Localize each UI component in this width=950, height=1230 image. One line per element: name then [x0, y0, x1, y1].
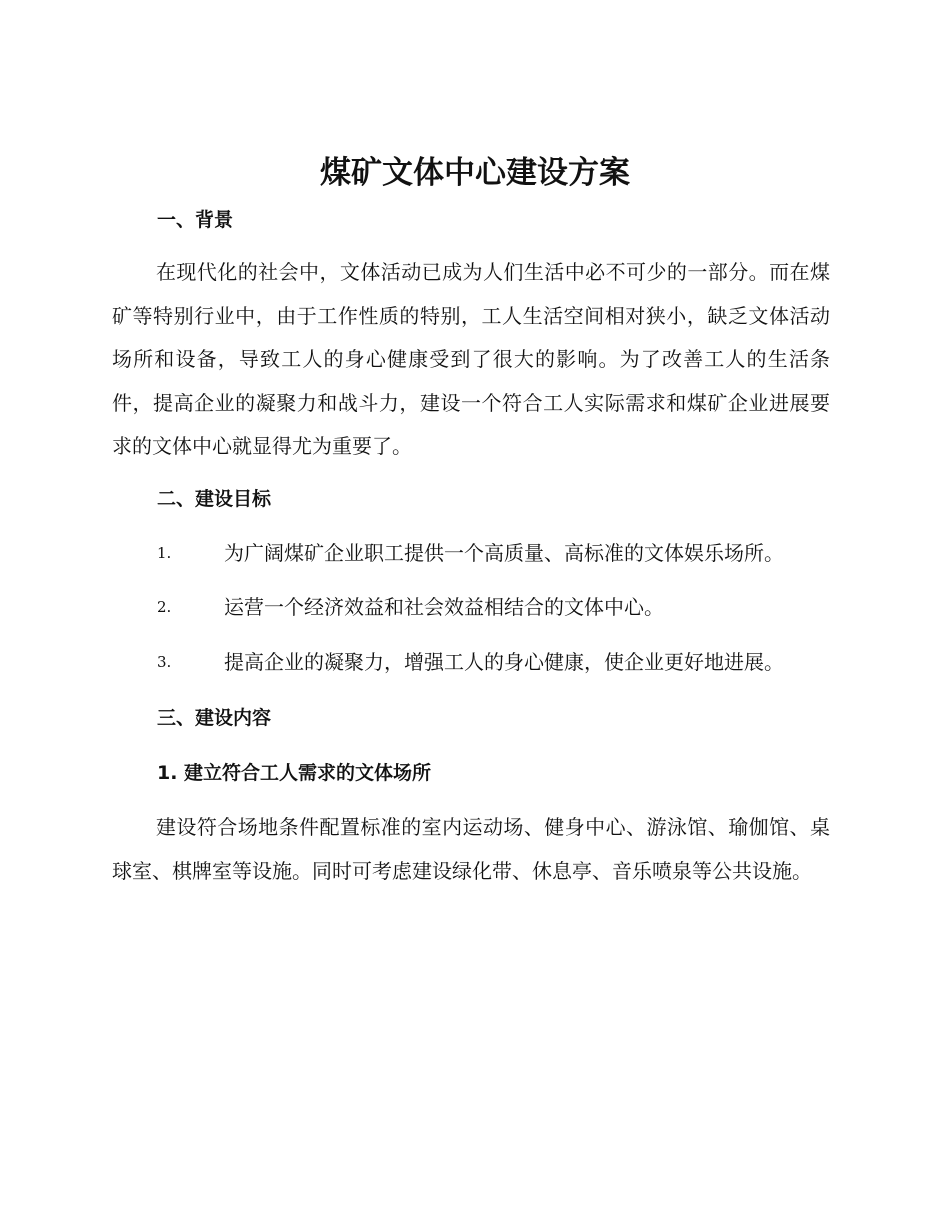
- list-text: 提高企业的凝聚力，增强工人的身心健康，使企业更好地进展。: [224, 650, 784, 674]
- list-number: 1.: [157, 544, 172, 562]
- goal-list-item: [157, 538, 857, 568]
- document-title: 煤矿文体中心建设方案: [320, 155, 630, 191]
- background-paragraph: 在现代化的社会中，文体活动已成为人们生活中必不可少的一部分。而在煤矿等特别行业中，由于工作性质的特别，工人生活空间相对狭小，缺乏文体活动场所和设备，导致工人的身心健康受到了很大的影响。为了改善工人的生活条件，提高企业的凝聚力和战斗力，建设一个符合工人实际需求和煤矿企业进展要求的文体中心就显得尤为重要了。: [112, 260, 830, 458]
- list-text: 运营一个经济效益和社会效益相结合的文体中心。: [224, 595, 664, 619]
- content-paragraph: 建设符合场地条件配置标准的室内运动场、健身中心、游泳馆、瑜伽馆、桌球室、棋牌室等设施。同时可考虑建设绿化带、休息亭、音乐喷泉等公共设施。: [112, 815, 830, 883]
- list-text: 为广阔煤矿企业职工提供一个高质量、高标准的文体娱乐场所。: [224, 541, 784, 565]
- goal-list-item: [157, 592, 857, 622]
- subsection-heading: 1. 建立符合工人需求的文体场所: [157, 762, 432, 784]
- section-heading-goals: 二、建设目标: [157, 488, 272, 510]
- list-number: 2.: [157, 598, 172, 616]
- list-number: 3.: [157, 653, 172, 671]
- goal-list-item: [157, 647, 857, 677]
- section-heading-content: 三、建设内容: [157, 707, 272, 729]
- section-heading-background: 一、背景: [157, 209, 234, 231]
